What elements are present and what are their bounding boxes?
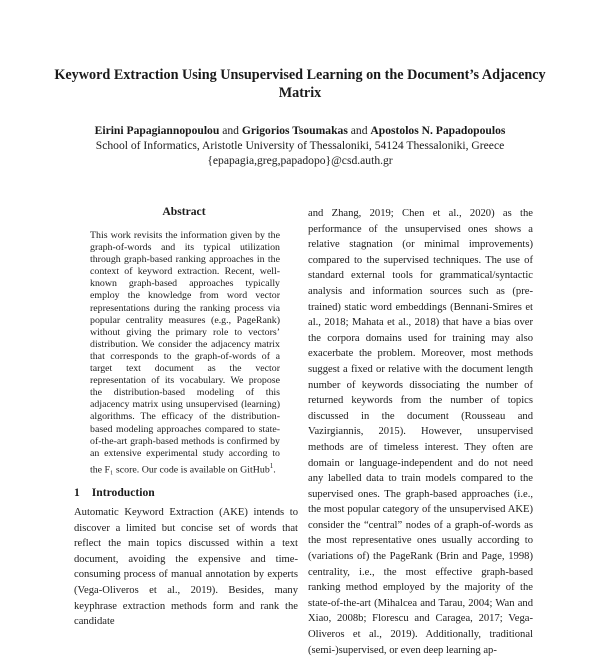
- author-list: [40, 123, 560, 138]
- author-separator: and: [222, 124, 239, 137]
- abstract-text: This work revisits the information given by the graph-of-words and its typical utilization through graph-based ranking approaches in the context of keyword extraction. Recent, well-known graph-based approaches typically employ the knowledge from word vector representations during the ranking process via popular centrality measures (e.g., PageRank) without giving the primary role to vectors’ distribution. We consider the adjacency matrix that corresponds to the graph-of-words of a target text document as the vector representation of its vocabulary. We propose the distribution-based modeling of this adjacency matrix using unsupervised (learning) algorithms. The efficacy of the distribution-based modeling approaches compared to state-of-the-art graph-based methods is confirmed by an extensive experimental study according to the F₁ score. Our code is available on GitHub: [90, 230, 280, 476]
- right-column-paragraph: and Zhang, 2019; Chen et al., 2020) as the performance of the unsupervised ones shows a relative stagnation (or minimal improvements) compared to the supervised techniques. The use of standard external tools for grammatical/syntactic analysis and information sources such as (pre-trained) static word embeddings (Bennani-Smires et al., 2018; Mahata et al., 2018) that have a bias over the corpora domains used for training may also exacerbate the problem. Moreover, most methods suggest a fixed or relative with the document length number of keywords dissociating the number of returned keywords from the number of topics discussed in the document (Rousseau and Vazirgiannis, 2015). However, unsupervised methods are of timeless interest. They often are domain or language-independent and do not need any labelled data to train models compared to the supervised ones. The graph-based approaches (i.e., the most popular category of the unsupervised AKE) consider the “central” nodes of a graph-of-words as the most representative ones usually according to (variations of) the PageRank (Brin and Page, 1998) centrality, i.e., the most effective graph-based ranking method employed by the majority of the state-of-the-art (Mihalcea and Tarau, 2004; Wan and Xiao, 2008b; Florescu and Caragea, 2017; Vega-Oliveros et al., 2019). Additionally, traditional (semi-)supervised, or even deep learning ap-: [308, 208, 533, 656]
- introduction-paragraph: Automatic Keyword Extraction (AKE) intends to discover a limited but concise set of words that reflect the main topics discussed within a text document, avoiding the expensive and time-consuming process of manual annotation by experts (Vega-Oliveros et al., 2019). Besides, many keyphrase extraction methods form and rank the candidate: [74, 507, 298, 628]
- paper-title: Keyword Extraction Using Unsupervised Learning on the Document’s Adjacency Matrix: [54, 67, 546, 101]
- abstract-heading: Abstract: [162, 205, 206, 218]
- affiliation: School of Informatics, Aristotle University of Thessaloniki, 54124 Thessaloniki, Greece: [95, 139, 505, 152]
- author-email: {epapagia,greg,papadopo}@csd.auth.gr: [207, 154, 393, 167]
- section-number: 1: [74, 486, 80, 499]
- section-title: Introduction: [91, 486, 155, 499]
- right-column: [308, 206, 533, 658]
- abstract-body: [90, 230, 280, 476]
- abstract-end: .: [273, 464, 276, 476]
- author-2: Grigorios Tsoumakas: [241, 124, 348, 137]
- section-heading-introduction: [74, 486, 155, 499]
- author-separator: and: [350, 124, 368, 137]
- footnote-mark: 1: [269, 461, 274, 470]
- author-3: Apostolos N. Papadopoulos: [370, 124, 506, 137]
- author-1: Eirini Papagiannopoulou: [94, 124, 220, 137]
